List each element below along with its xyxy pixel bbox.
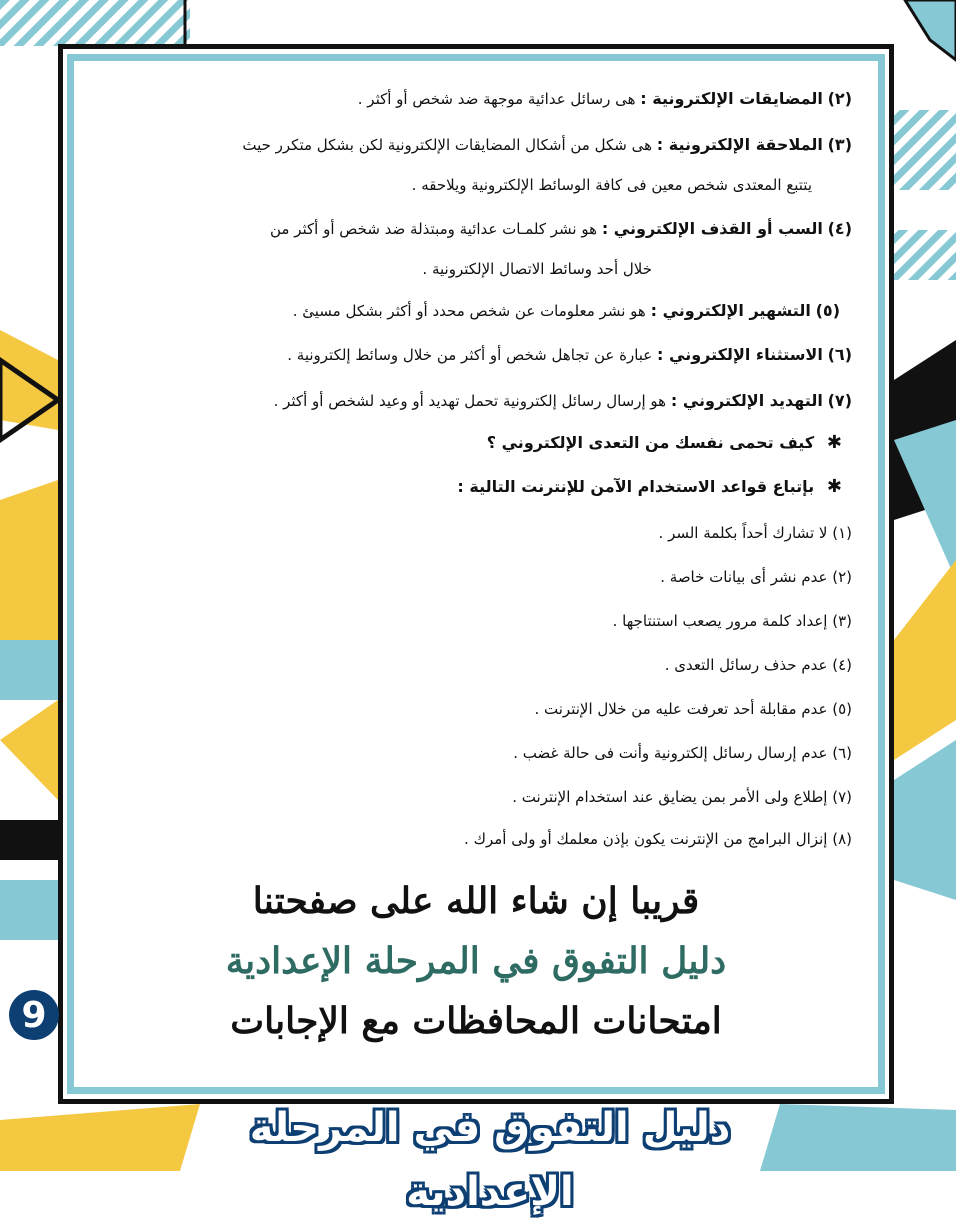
star-icon: ✱ bbox=[826, 432, 842, 453]
list-item: (٦) عدم إرسال رسائل إلكترونية وأنت فى حالة غضب . bbox=[513, 744, 852, 762]
definition-item bbox=[92, 300, 840, 322]
definition-term: التشهير الإلكتروني : bbox=[650, 301, 811, 320]
definition-text: هو نشر معلومات عن شخص محدد أو أكثر بشكل مسيئ . bbox=[292, 302, 646, 320]
definition-number: (٥) bbox=[815, 301, 840, 320]
definition-number: (٧) bbox=[827, 391, 852, 410]
definition-text: هى رسائل عدائية موجهة ضد شخص أو أكثر . bbox=[357, 90, 636, 108]
definition-text: هو نشر كلمـات عدائية ومبتذلة ضد شخص أو أكثر من bbox=[270, 220, 598, 238]
definition-number: (٦) bbox=[827, 345, 852, 364]
question-heading bbox=[92, 432, 842, 454]
definition-term: المضايقات الإلكترونية : bbox=[640, 89, 823, 108]
content-area bbox=[92, 78, 852, 863]
definition-term: التهديد الإلكتروني : bbox=[670, 391, 823, 410]
definition-number: (٤) bbox=[827, 219, 852, 238]
list-item: (٨) إنزال البرامج من الإنترنت يكون بإذن معلمك أو ولى أمرك . bbox=[464, 830, 852, 848]
answer-text: بإتباع قواعد الاستخدام الآمن للإنترنت التالية : bbox=[457, 477, 815, 496]
list-item: (٥) عدم مقابلة أحد تعرفت عليه من خلال الإنترنت . bbox=[534, 700, 852, 718]
list-item: (٣) إعداد كلمة مرور يصعب استنتاجها . bbox=[612, 612, 852, 630]
definition-number: (٢) bbox=[827, 89, 852, 108]
promo-line-1: قريبا إن شاء الله على صفحتنا bbox=[252, 880, 700, 922]
list-item: (٢) عدم نشر أى بيانات خاصة . bbox=[660, 568, 852, 586]
definition-number: (٣) bbox=[827, 135, 852, 154]
definition-text: هى شكل من أشكال المضايقات الإلكترونية لكن بشكل متكرر حيث bbox=[242, 136, 652, 154]
list-item: (٤) عدم حذف رسائل التعدى . bbox=[664, 656, 852, 674]
list-item: (٧) إطلاع ولى الأمر بمن يضايق عند استخدام الإنترنت . bbox=[512, 788, 852, 806]
definition-term: السب أو القذف الإلكتروني : bbox=[601, 219, 823, 238]
definition-item bbox=[92, 134, 852, 156]
answer-heading bbox=[92, 476, 842, 498]
promo-line-3: امتحانات المحافظات مع الإجابات bbox=[230, 1000, 722, 1042]
definition-item bbox=[92, 88, 852, 110]
definition-text: هو إرسال رسائل إلكترونية تحمل تهديد أو وعيد لشخص أو أكثر . bbox=[273, 392, 667, 410]
star-icon: ✱ bbox=[826, 476, 842, 497]
page-number-badge: 9 bbox=[9, 990, 59, 1040]
definition-item bbox=[92, 390, 852, 412]
definition-continuation: خلال أحد وسائط الاتصال الإلكترونية . bbox=[422, 260, 652, 278]
definition-item bbox=[92, 344, 852, 366]
definition-continuation: يتتبع المعتدى شخص معين فى كافة الوسائط الإلكترونية ويلاحقه . bbox=[411, 176, 812, 194]
definition-text: عبارة عن تجاهل شخص أو أكثر من خلال وسائط إلكترونية . bbox=[287, 346, 653, 364]
definition-term: الاستثناء الإلكتروني : bbox=[657, 345, 823, 364]
bottom-banner: دليل التفوق في المرحلة الإعدادية bbox=[249, 1105, 731, 1215]
definition-item bbox=[92, 218, 852, 240]
definition-term: الملاحقة الإلكترونية : bbox=[656, 135, 823, 154]
question-text: كيف تحمى نفسك من التعدى الإلكتروني ؟ bbox=[486, 433, 815, 452]
list-item: (١) لا تشارك أحداً بكلمة السر . bbox=[658, 524, 852, 542]
promo-line-2: دليل التفوق في المرحلة الإعدادية bbox=[225, 940, 727, 982]
